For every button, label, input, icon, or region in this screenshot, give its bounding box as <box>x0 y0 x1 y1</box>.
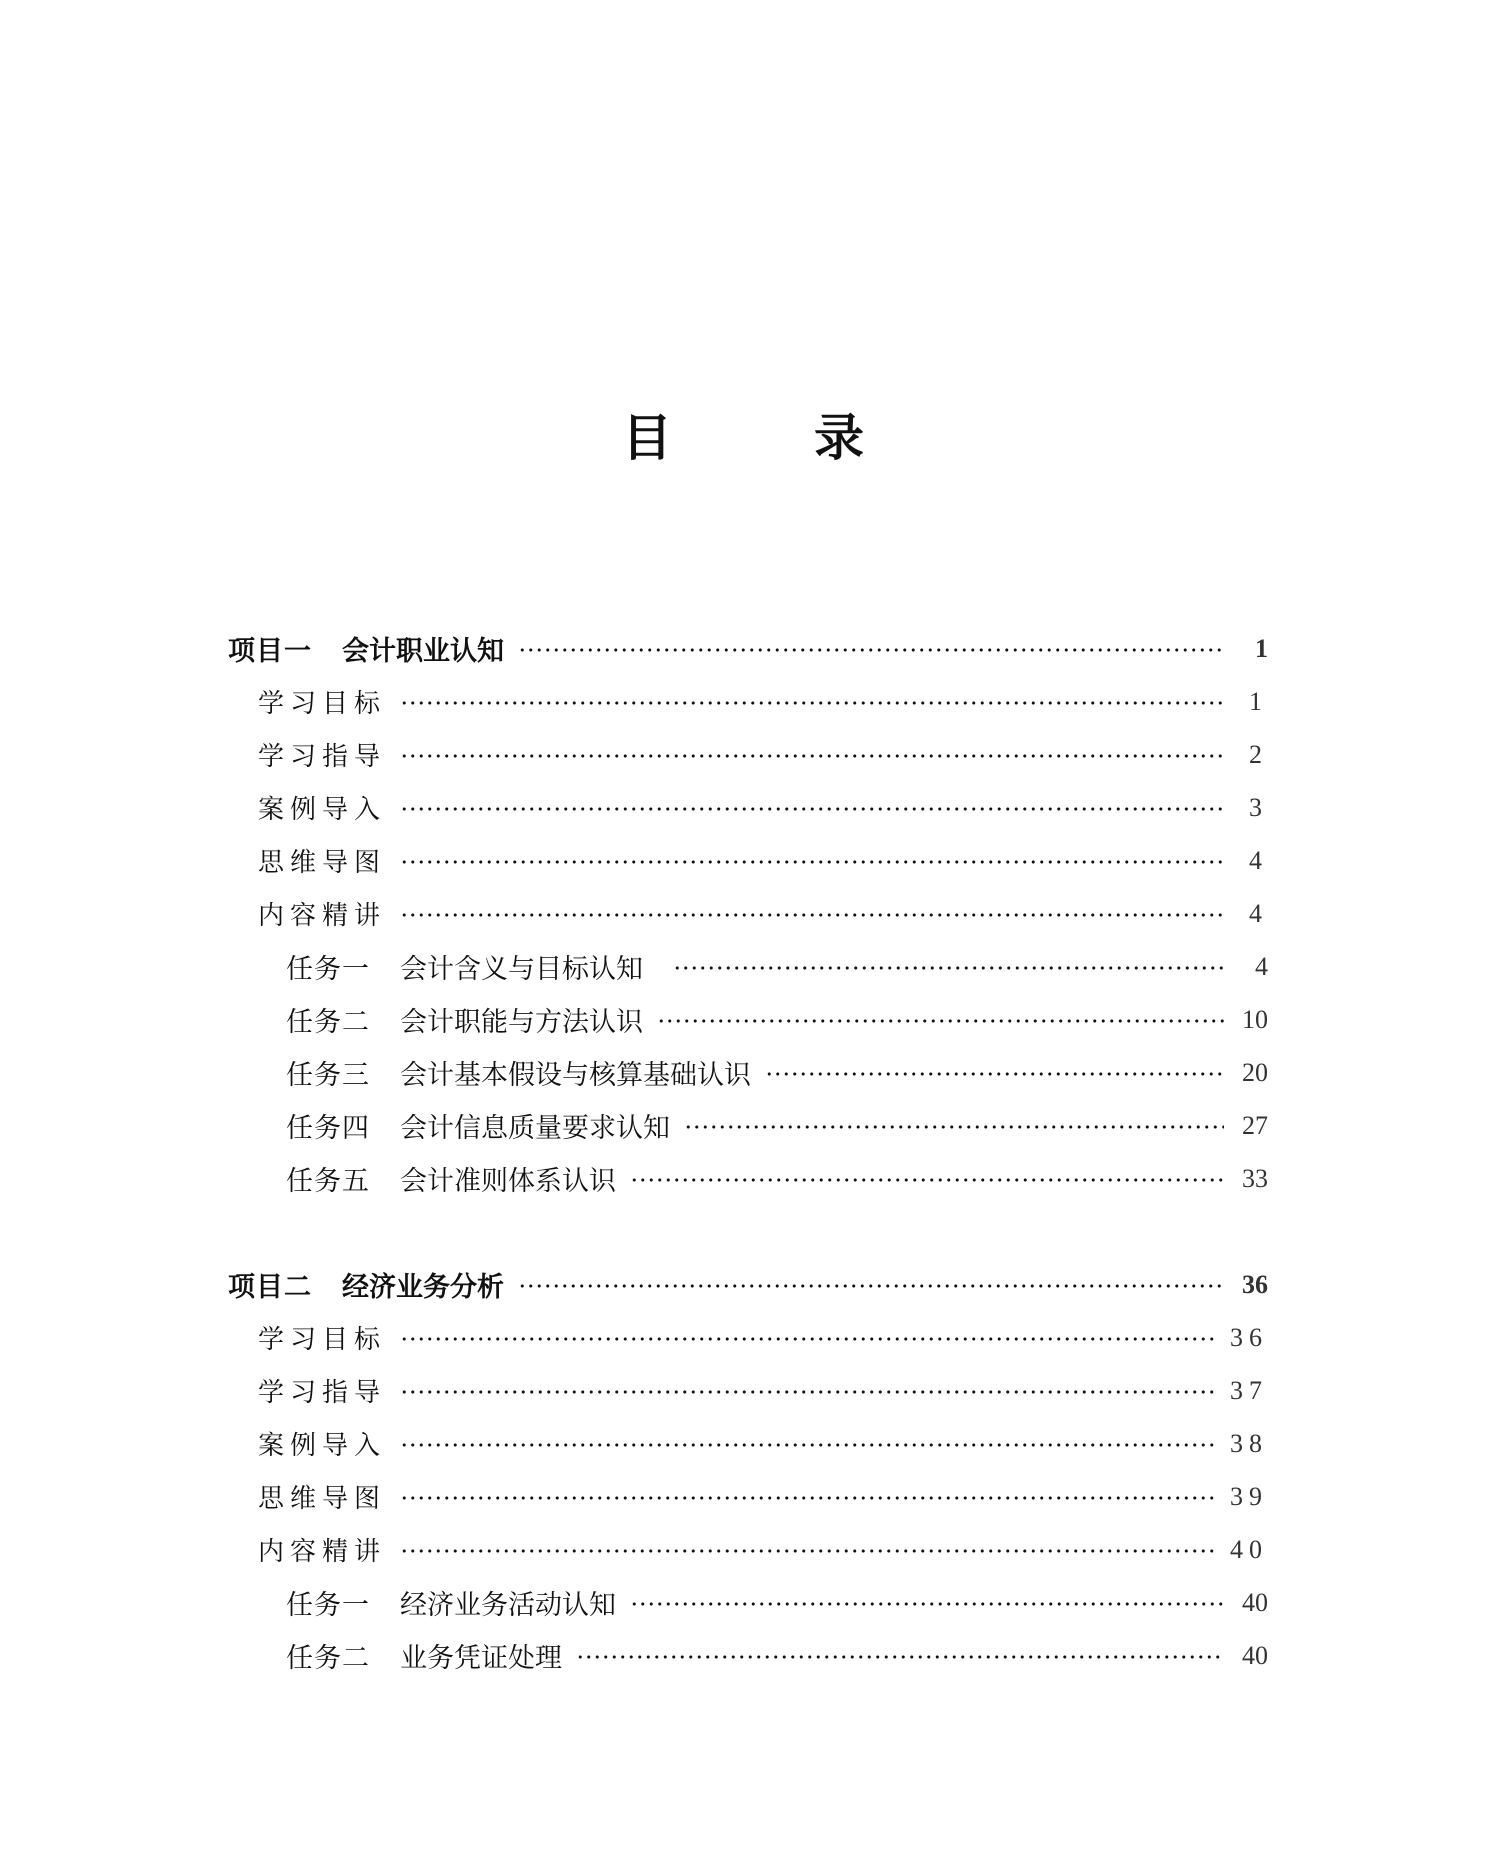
toc-project-2[interactable] <box>228 1258 1268 1311</box>
leader-dots <box>673 966 1224 970</box>
leader-dots <box>400 1549 1216 1553</box>
task-number: 任务二 <box>286 1643 370 1674</box>
section-label: 学习目标 <box>258 689 387 719</box>
project-label: 经济业务分析 <box>342 1272 504 1303</box>
toc-section-1-5[interactable] <box>258 887 1268 940</box>
project-number: 项目二 <box>228 1272 312 1303</box>
leader-dots <box>518 648 1224 652</box>
page-number: 40 <box>1242 1587 1268 1617</box>
leader-dots <box>576 1655 1224 1659</box>
leader-dots <box>400 754 1224 758</box>
toc-section-2-5[interactable] <box>258 1523 1268 1576</box>
toc-section-1-1[interactable] <box>258 675 1268 728</box>
task-label: 会计准则体系认识 <box>400 1166 616 1197</box>
task-label: 会计信息质量要求认知 <box>400 1113 670 1144</box>
section-label: 内容精讲 <box>258 901 387 931</box>
leader-dots <box>630 1178 1224 1182</box>
section-label: 学习指导 <box>258 1378 387 1408</box>
task-number: 任务五 <box>286 1166 370 1197</box>
toc-task-1-2[interactable] <box>286 993 1268 1046</box>
page-number: 3 <box>1249 792 1268 822</box>
task-label: 会计职能与方法认识 <box>400 1007 643 1038</box>
page-number: 27 <box>1242 1110 1268 1140</box>
leader-dots <box>400 701 1224 705</box>
leader-dots <box>630 1602 1224 1606</box>
project-label: 会计职业认知 <box>342 636 504 667</box>
leader-dots <box>518 1284 1224 1288</box>
task-label: 会计含义与目标认知 <box>400 954 643 985</box>
page-number: 40 <box>1230 1534 1268 1564</box>
leader-dots <box>400 1443 1216 1447</box>
page-number: 40 <box>1242 1640 1268 1670</box>
task-number: 任务二 <box>286 1007 370 1038</box>
task-label: 会计基本假设与核算基础认识 <box>400 1060 751 1091</box>
page-number: 4 <box>1249 845 1268 875</box>
leader-dots <box>400 807 1224 811</box>
page-number: 37 <box>1230 1375 1268 1405</box>
page-number: 4 <box>1255 951 1268 981</box>
project-number: 项目一 <box>228 636 312 667</box>
toc-task-2-1[interactable] <box>286 1576 1268 1629</box>
page-number: 2 <box>1249 739 1268 769</box>
toc-task-2-2[interactable] <box>286 1629 1268 1682</box>
toc-title-char-2: 录 <box>814 409 864 467</box>
toc-section-2-2[interactable] <box>258 1364 1268 1417</box>
section-label: 内容精讲 <box>258 1537 387 1567</box>
page-number: 10 <box>1242 1004 1268 1034</box>
leader-dots <box>400 860 1224 864</box>
section-label: 思维导图 <box>258 848 387 878</box>
toc-section-1-2[interactable] <box>258 728 1268 781</box>
toc-project-1[interactable] <box>228 622 1268 675</box>
page-number: 1 <box>1255 633 1268 663</box>
task-label: 业务凭证处理 <box>400 1643 562 1674</box>
task-label: 经济业务活动认知 <box>400 1590 616 1621</box>
page-number: 4 <box>1249 898 1268 928</box>
toc-task-1-5[interactable] <box>286 1152 1268 1205</box>
toc-section-2-3[interactable] <box>258 1417 1268 1470</box>
page-number: 36 <box>1230 1322 1268 1352</box>
task-number: 任务一 <box>286 1590 370 1621</box>
toc-section-1-4[interactable] <box>258 834 1268 887</box>
section-label: 学习指导 <box>258 742 387 772</box>
task-number: 任务三 <box>286 1060 370 1091</box>
section-label: 学习目标 <box>258 1325 387 1355</box>
toc-section-2-4[interactable] <box>258 1470 1268 1523</box>
page-number: 36 <box>1242 1269 1268 1299</box>
section-label: 案例导入 <box>258 795 387 825</box>
task-number: 任务一 <box>286 954 370 985</box>
leader-dots <box>400 1390 1216 1394</box>
toc-section-1-3[interactable] <box>258 781 1268 834</box>
page-number: 39 <box>1230 1481 1268 1511</box>
page-number: 33 <box>1242 1163 1268 1193</box>
leader-dots <box>765 1072 1224 1076</box>
task-number: 任务四 <box>286 1113 370 1144</box>
section-label: 思维导图 <box>258 1484 387 1514</box>
leader-dots <box>657 1019 1224 1023</box>
page-number: 1 <box>1249 686 1268 716</box>
leader-dots <box>400 1496 1216 1500</box>
page-number: 38 <box>1230 1428 1268 1458</box>
toc-task-1-3[interactable] <box>286 1046 1268 1099</box>
page-number: 20 <box>1242 1057 1268 1087</box>
toc-section-2-1[interactable] <box>258 1311 1268 1364</box>
section-label: 案例导入 <box>258 1431 387 1461</box>
leader-dots <box>684 1125 1224 1129</box>
toc-title-char-1: 目 <box>622 409 672 467</box>
toc-task-1-1[interactable] <box>286 940 1268 993</box>
toc-task-1-4[interactable] <box>286 1099 1268 1152</box>
leader-dots <box>400 1337 1216 1341</box>
leader-dots <box>400 913 1224 917</box>
